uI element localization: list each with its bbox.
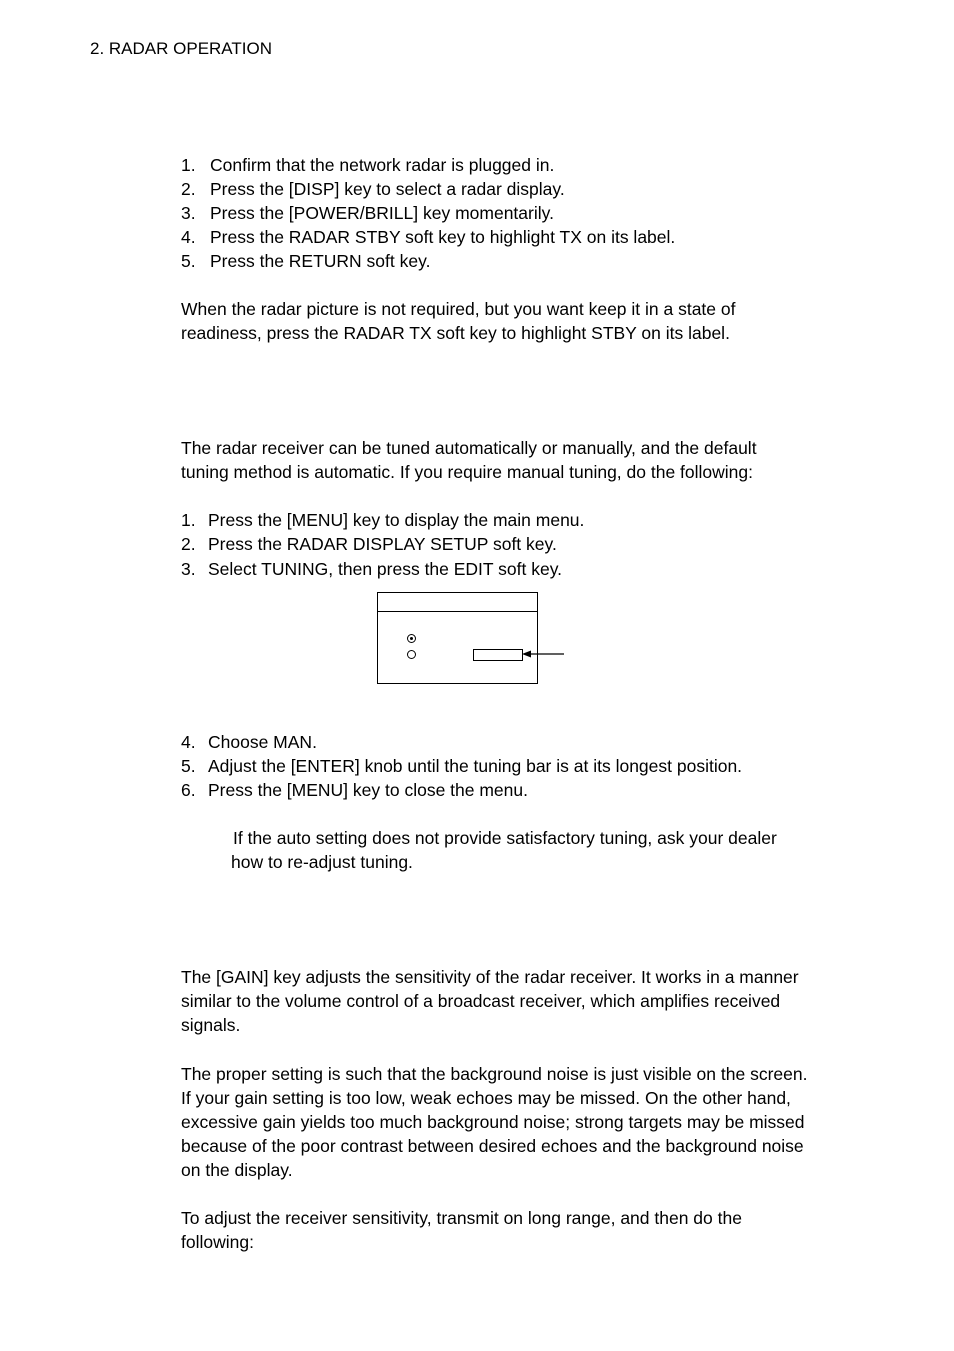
radio-selected-dot [410, 637, 413, 640]
auto-radio-icon [407, 634, 416, 643]
paragraph-line: The radar receiver can be tuned automatically or manually, and the default [181, 438, 757, 458]
list-item: 4. Choose MAN. [181, 732, 317, 752]
paragraph-line: readiness, press the RADAR TX soft key to highlight STBY on its label. [181, 323, 730, 343]
paragraph-line: The [GAIN] key adjusts the sensitivity of the radar receiver. It works in a manner [181, 967, 799, 987]
paragraph-line: The proper setting is such that the background noise is just visible on the screen. [181, 1064, 808, 1084]
note-line: If the auto setting does not provide satisfactory tuning, ask your dealer [233, 828, 777, 848]
list-item: 6. Press the [MENU] key to close the menu. [181, 780, 528, 800]
list-item: 1. Confirm that the network radar is plugged in. [181, 155, 555, 175]
manual-radio-icon [407, 650, 416, 659]
paragraph-line: because of the poor contrast between desired echoes and the background noise [181, 1136, 804, 1156]
list-item: 3. Select TUNING, then press the EDIT soft key. [181, 559, 563, 579]
list-item: 2. Press the [DISP] key to select a radar display. [181, 179, 565, 199]
paragraph-line: similar to the volume control of a broadcast receiver, which amplifies received [181, 991, 781, 1011]
dialog-divider [378, 611, 537, 612]
list-item: 1. Press the [MENU] key to display the main menu. [181, 510, 585, 530]
paragraph-line: signals. [181, 1015, 241, 1035]
list-item: 5. Adjust the [ENTER] knob until the tuning bar is at its longest position. [181, 756, 743, 776]
paragraph-line: excessive gain yields too much background noise; strong targets may be missed [181, 1112, 805, 1132]
paragraph-line: following: [181, 1232, 254, 1252]
paragraph-line: To adjust the receiver sensitivity, transmit on long range, and then do the [181, 1208, 742, 1228]
list-item: 5. Press the RETURN soft key. [181, 251, 431, 271]
pointer-arrow-icon [520, 647, 580, 661]
paragraph-line: When the radar picture is not required, but you want keep it in a state of [181, 299, 736, 319]
list-item: 3. Press the [POWER/BRILL] key momentarily. [181, 203, 554, 223]
paragraph-line: If your gain setting is too low, weak echoes may be missed. On the other hand, [181, 1088, 791, 1108]
tuning-dialog-figure [377, 592, 538, 684]
section-header: 2. RADAR OPERATION [90, 39, 272, 58]
list-item: 4. Press the RADAR STBY soft key to highlight TX on its label. [181, 227, 676, 247]
tuning-bar [473, 649, 523, 661]
note-line: how to re-adjust tuning. [231, 852, 413, 872]
paragraph-line: tuning method is automatic. If you require manual tuning, do the following: [181, 462, 754, 482]
paragraph-line: on the display. [181, 1160, 293, 1180]
list-item: 2. Press the RADAR DISPLAY SETUP soft key. [181, 534, 557, 554]
